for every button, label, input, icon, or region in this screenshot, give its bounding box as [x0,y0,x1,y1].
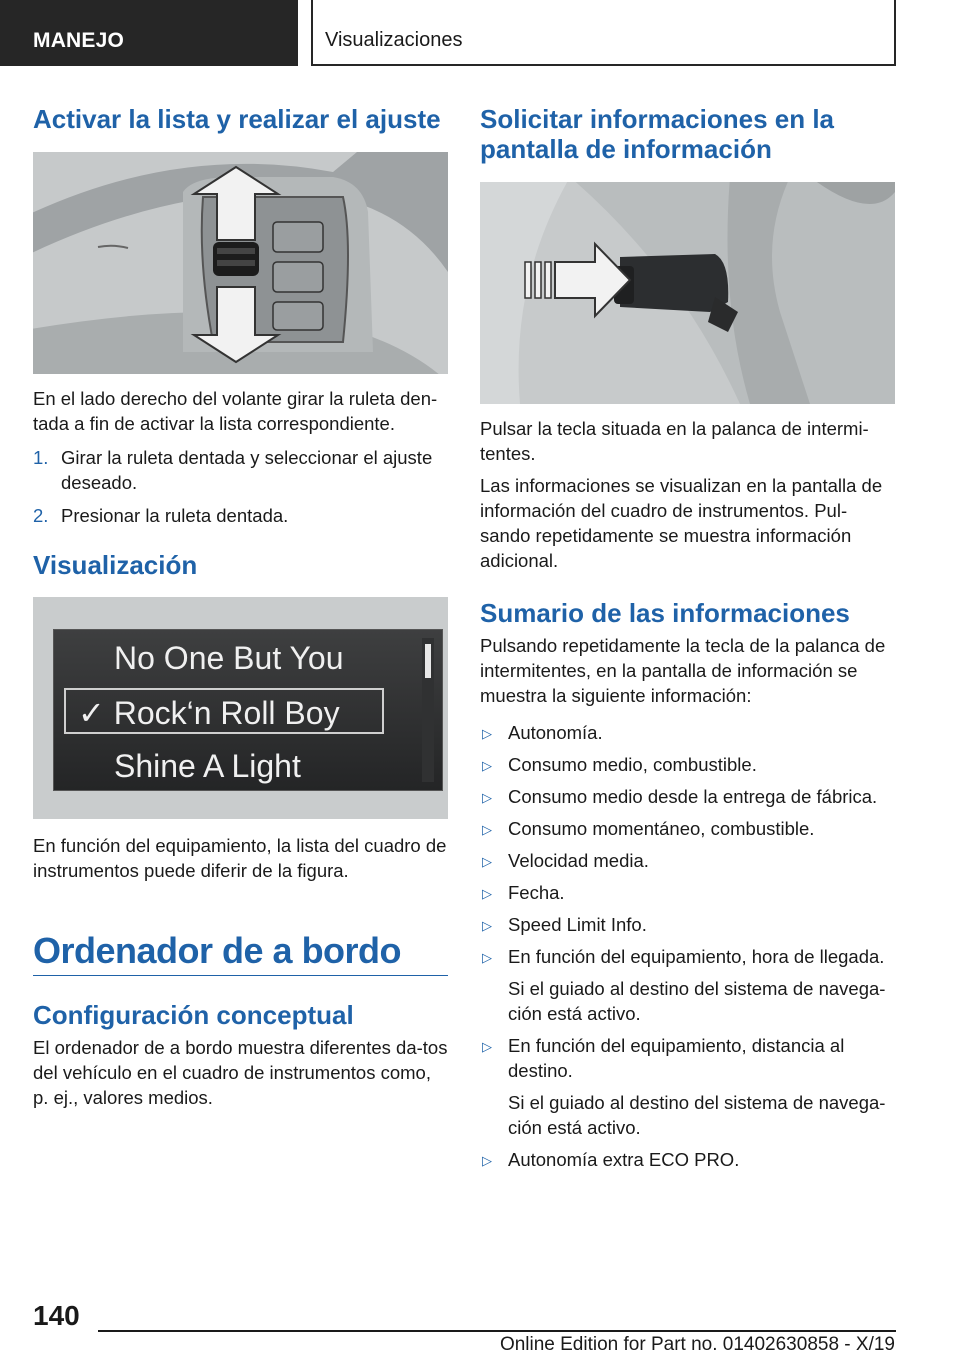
display-item: No One But You [114,640,344,676]
heading-visualizacion: Visualización [33,550,198,580]
stalk-figure [480,182,895,404]
display-figure [33,597,448,819]
list-item: ▷ Fecha. [480,880,895,905]
triangle-bullet-icon: ▷ [482,822,492,837]
edition-note: Online Edition for Part no. 01402630858 - X/19 [499,1334,895,1355]
info-list [480,720,895,1172]
heading-solicitar: Solicitar informaciones en la pantalla de información [480,104,834,164]
paragraph-solicitar-2: Las informaciones se visualizan en la pantalla de información del cuadro de instrumentos. Pul-sando repetidamente se muestra información adicional. [480,475,883,571]
chapter-heading-wrap [33,931,448,976]
paragraph-sumario: Pulsando repetidamente la tecla de la palanca de intermitentes, en la pantalla de información se muestra la siguiente información: [480,635,886,706]
chapter-tab: Visualizaciones [311,0,896,66]
steering-wheel-figure [33,152,448,374]
step-item [33,445,448,495]
heading-activar: Activar la lista y realizar el ajuste [33,104,441,134]
triangle-bullet-icon: ▷ [482,854,492,869]
display-item: Shine A Light [114,748,301,784]
footer-divider [98,1330,896,1332]
step-item [33,503,448,528]
left-column [33,100,448,1110]
triangle-bullet-icon: ▷ [482,918,492,933]
list-item: ▷ Consumo momentáneo, combustible. [480,816,895,841]
steering-wheel-illustration [33,152,448,374]
triangle-bullet-icon: ▷ [482,758,492,773]
paragraph-solicitar-1: Pulsar la tecla situada en la palanca de intermi-tentes. [480,418,869,464]
list-item: ▷ Autonomía. [480,720,895,745]
list-item: ▷ En función del equipamiento, distancia al destino. Si el guiado al destino del sistema de navega-ción está activo. [480,1033,895,1140]
list-item: ▷ Autonomía extra ECO PRO. [480,1147,895,1172]
triangle-bullet-icon: ▷ [482,726,492,741]
heading-sumario: Sumario de las informaciones [480,598,850,628]
turn-signal-stalk-illustration [480,182,895,404]
steps-list [33,445,448,528]
heading-ordenador: Ordenador de a bordo [33,930,402,971]
heading-config: Configuración conceptual [33,1000,354,1030]
list-item: ▷ Consumo medio, combustible. [480,752,895,777]
page-header [0,0,960,66]
list-item: ▷ Consumo medio desde la entrega de fábrica. [480,784,895,809]
list-item-note: Si el guiado al destino del sistema de navega-ción está activo. [508,978,886,1024]
section-tab: MANEJO [0,0,298,66]
triangle-bullet-icon: ▷ [482,950,492,965]
triangle-bullet-icon: ▷ [482,1153,492,1168]
instrument-display [53,629,443,791]
paragraph-config: El ordenador de a bordo muestra diferentes da-tos del vehículo en el cuadro de instrumentos como, p. ej., valores medios. [33,1037,448,1108]
display-item-selected: ✓ Rock‘n Roll Boy [78,695,340,731]
step-text: Girar la ruleta dentada y seleccionar el ajuste deseado. [61,447,433,493]
step-text: Presionar la ruleta dentada. [61,505,289,526]
list-item-note: Si el guiado al destino del sistema de navega-ción está activo. [508,1092,886,1138]
triangle-bullet-icon: ▷ [482,1039,492,1054]
triangle-bullet-icon: ▷ [482,886,492,901]
list-item: ▷ Speed Limit Info. [480,912,895,937]
list-item: ▷ En función del equipamiento, hora de llegada. Si el guiado al destino del sistema de navega-ción está activo. [480,944,895,1026]
triangle-bullet-icon: ▷ [482,790,492,805]
page-number: 140 [33,1300,80,1331]
step-number: 2. [33,505,49,526]
step-number: 1. [33,447,49,468]
right-column [480,100,895,1179]
paragraph-activar: En el lado derecho del volante girar la ruleta den-tada a fin de activar la lista correspondiente. [33,388,438,434]
list-item: ▷ Velocidad media. [480,848,895,873]
paragraph-visualizacion: En función del equipamiento, la lista del cuadro de instrumentos puede diferir de la figura. [33,835,447,881]
display-scrollbar-thumb [425,644,431,678]
